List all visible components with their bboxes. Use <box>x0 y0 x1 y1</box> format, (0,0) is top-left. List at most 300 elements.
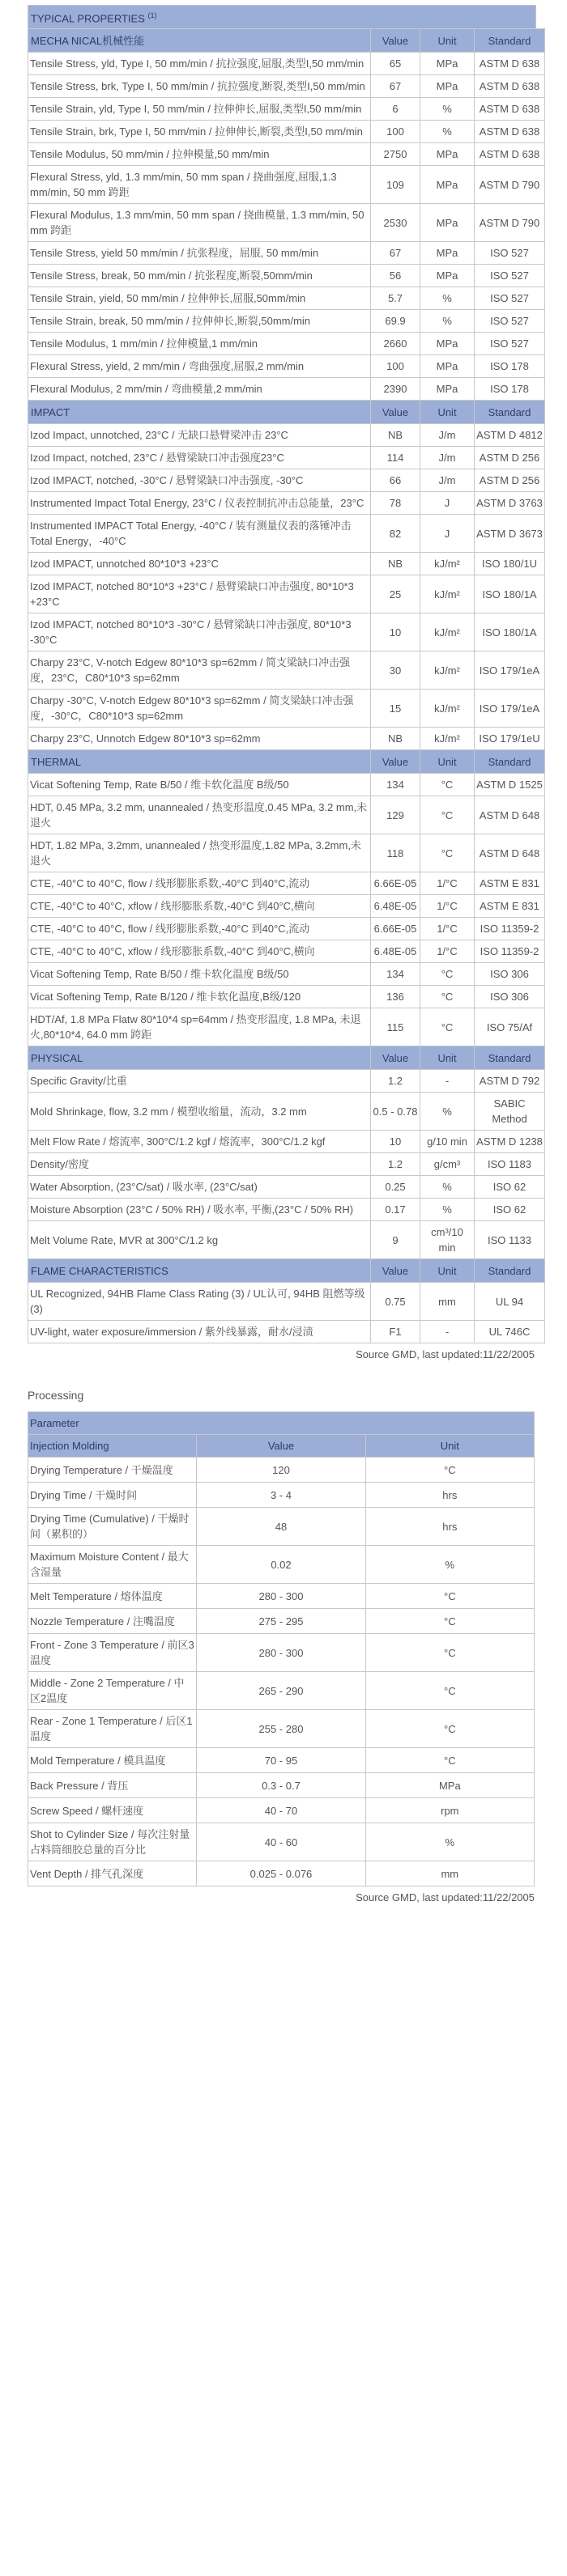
property-name: Tensile Strain, yield, 50 mm/min / 拉伸伸长,屈服,50mm/min <box>28 287 371 310</box>
property-name: Water Absorption, (23°C/sat) / 吸水率, (23°C/sat) <box>28 1176 371 1199</box>
property-standard: UL 94 <box>475 1283 545 1321</box>
processing-unit: °C <box>365 1634 534 1672</box>
property-standard: ASTM D 1525 <box>475 774 545 796</box>
property-name: CTE, -40°C to 40°C, xflow / 线形膨胀系数,-40°C 到40°C,横向 <box>28 940 371 963</box>
unit-header: Unit <box>365 1435 534 1458</box>
document-body <box>28 0 567 1909</box>
property-value: 10 <box>371 613 420 651</box>
property-name: Izod Impact, notched, 23°C / 悬臂梁缺口冲击强度23°C <box>28 447 371 469</box>
property-row <box>28 690 545 728</box>
processing-row <box>28 1672 535 1710</box>
property-standard: ISO 1183 <box>475 1153 545 1176</box>
property-standard: ISO 527 <box>475 242 545 265</box>
property-row <box>28 575 545 613</box>
processing-parameter: Nozzle Temperature / 注嘴温度 <box>28 1609 197 1634</box>
property-standard: ISO 180/1A <box>475 575 545 613</box>
standard-header: Standard <box>475 401 545 424</box>
property-unit: % <box>420 310 475 333</box>
processing-parameter: Screw Speed / 螺杆速度 <box>28 1798 197 1823</box>
property-row <box>28 895 545 918</box>
processing-row <box>28 1584 535 1609</box>
property-row <box>28 166 545 204</box>
parameter-header: Parameter <box>28 1412 535 1435</box>
processing-unit: % <box>365 1546 534 1584</box>
section-name: IMPACT <box>28 401 371 424</box>
property-value: 100 <box>371 121 420 143</box>
property-name: Moisture Absorption (23°C / 50% RH) / 吸水率, 平衡,(23°C / 50% RH) <box>28 1199 371 1221</box>
property-unit: J/m <box>420 447 475 469</box>
property-unit: MPa <box>420 378 475 401</box>
property-unit: °C <box>420 1008 475 1046</box>
property-unit: MPa <box>420 265 475 287</box>
section-name: PHYSICAL <box>28 1046 371 1070</box>
property-row <box>28 469 545 492</box>
property-value: 134 <box>371 963 420 986</box>
processing-header-row <box>28 1412 535 1435</box>
property-row <box>28 424 545 447</box>
processing-row <box>28 1798 535 1823</box>
processing-value: 265 - 290 <box>197 1672 365 1710</box>
section-header-row <box>28 1259 545 1283</box>
property-name: Specific Gravity/比重 <box>28 1070 371 1093</box>
property-value: 6.48E-05 <box>371 895 420 918</box>
section-header-row <box>28 750 545 774</box>
property-row <box>28 940 545 963</box>
property-unit: 1/°C <box>420 940 475 963</box>
property-unit: kJ/m² <box>420 651 475 690</box>
property-value: 2660 <box>371 333 420 355</box>
property-unit: J/m <box>420 424 475 447</box>
property-row <box>28 613 545 651</box>
processing-row <box>28 1710 535 1748</box>
property-standard: ISO 62 <box>475 1199 545 1221</box>
property-row <box>28 143 545 166</box>
processing-row <box>28 1508 535 1546</box>
property-name: Tensile Stress, brk, Type I, 50 mm/min / 抗拉强度,断裂,类型I,50 mm/min <box>28 75 371 98</box>
property-row <box>28 1131 545 1153</box>
property-name: Izod IMPACT, notched 80*10*3 +23°C / 悬臂梁缺口冲击强度, 80*10*3 +23°C <box>28 575 371 613</box>
unit-header: Unit <box>420 1046 475 1070</box>
property-standard: ISO 179/1eU <box>475 728 545 750</box>
property-standard: ASTM D 1238 <box>475 1131 545 1153</box>
property-name: Izod IMPACT, notched 80*10*3 -30°C / 悬臂梁缺口冲击强度, 80*10*3 -30°C <box>28 613 371 651</box>
property-standard: ISO 179/1eA <box>475 651 545 690</box>
unit-header: Unit <box>420 29 475 53</box>
property-row <box>28 447 545 469</box>
property-unit: % <box>420 1093 475 1131</box>
property-standard: ASTM D 790 <box>475 204 545 242</box>
property-name: CTE, -40°C to 40°C, flow / 线形膨胀系数,-40°C 到40°C,流动 <box>28 872 371 895</box>
processing-unit: mm <box>365 1861 534 1886</box>
property-row <box>28 918 545 940</box>
property-value: 118 <box>371 834 420 872</box>
property-name: Tensile Stress, yld, Type I, 50 mm/min / 抗拉强度,屈服,类型I,50 mm/min <box>28 53 371 75</box>
property-value: 2530 <box>371 204 420 242</box>
property-standard: ASTM D 4812 <box>475 424 545 447</box>
property-value: 82 <box>371 515 420 553</box>
property-row <box>28 872 545 895</box>
property-name: UL Recognized, 94HB Flame Class Rating (3) / UL认可, 94HB 阻燃等级(3) <box>28 1283 371 1321</box>
processing-row <box>28 1546 535 1584</box>
processing-row <box>28 1861 535 1886</box>
processing-row <box>28 1773 535 1798</box>
property-unit: J <box>420 492 475 515</box>
footnote-marker: (1) <box>147 11 157 19</box>
property-standard: ISO 527 <box>475 333 545 355</box>
property-row <box>28 834 545 872</box>
property-name: HDT, 1.82 MPa, 3.2mm, unannealed / 热变形温度,1.82 MPa, 3.2mm,未退火 <box>28 834 371 872</box>
processing-value: 0.02 <box>197 1546 365 1584</box>
property-row <box>28 265 545 287</box>
property-row <box>28 333 545 355</box>
property-value: 100 <box>371 355 420 378</box>
processing-unit: °C <box>365 1609 534 1634</box>
property-unit: MPa <box>420 75 475 98</box>
processing-value: 3 - 4 <box>197 1483 365 1508</box>
property-unit: MPa <box>420 166 475 204</box>
property-name: Melt Volume Rate, MVR at 300°C/1.2 kg <box>28 1221 371 1259</box>
processing-unit: hrs <box>365 1483 534 1508</box>
property-row <box>28 728 545 750</box>
property-row <box>28 53 545 75</box>
property-name: Tensile Strain, break, 50 mm/min / 拉伸伸长,断裂,50mm/min <box>28 310 371 333</box>
property-value: 66 <box>371 469 420 492</box>
property-value: NB <box>371 424 420 447</box>
property-unit: °C <box>420 986 475 1008</box>
property-unit: J <box>420 515 475 553</box>
property-value: 6.66E-05 <box>371 918 420 940</box>
property-row <box>28 515 545 553</box>
processing-title: Processing <box>28 1389 84 1403</box>
property-value: 9 <box>371 1221 420 1259</box>
value-header: Value <box>371 29 420 53</box>
section-header-row <box>28 1046 545 1070</box>
property-value: 2750 <box>371 143 420 166</box>
processing-parameter: Drying Temperature / 干燥温度 <box>28 1458 197 1483</box>
property-row <box>28 75 545 98</box>
property-value: 65 <box>371 53 420 75</box>
property-name: CTE, -40°C to 40°C, flow / 线形膨胀系数,-40°C 到40°C,流动 <box>28 918 371 940</box>
property-value: 67 <box>371 75 420 98</box>
property-name: Izod IMPACT, unnotched 80*10*3 +23°C <box>28 553 371 575</box>
property-unit: cm³/10 min <box>420 1221 475 1259</box>
property-row <box>28 378 545 401</box>
property-name: Tensile Strain, yld, Type I, 50 mm/min / 拉伸伸长,屈服,类型I,50 mm/min <box>28 98 371 121</box>
processing-parameter: Shot to Cylinder Size / 每次注射量占料筒细胶总量的百分比 <box>28 1823 197 1861</box>
property-row <box>28 1070 545 1093</box>
property-name: Instrumented Impact Total Energy, 23°C / 仪表控制抗冲击总能量，23°C <box>28 492 371 515</box>
property-standard: ISO 527 <box>475 310 545 333</box>
property-standard: ASTM D 256 <box>475 447 545 469</box>
property-row <box>28 492 545 515</box>
property-standard: ASTM D 638 <box>475 53 545 75</box>
property-value: 134 <box>371 774 420 796</box>
property-standard: ASTM D 648 <box>475 796 545 834</box>
processing-value: 275 - 295 <box>197 1609 365 1634</box>
property-row <box>28 651 545 690</box>
processing-unit: °C <box>365 1710 534 1748</box>
processing-row <box>28 1609 535 1634</box>
property-standard: ASTM D 256 <box>475 469 545 492</box>
processing-value: 40 - 70 <box>197 1798 365 1823</box>
processing-unit: °C <box>365 1584 534 1609</box>
property-value: 15 <box>371 690 420 728</box>
property-name: Melt Flow Rate / 熔流率, 300°C/1.2 kgf / 熔流率，300°C/1.2 kgf <box>28 1131 371 1153</box>
section-name: FLAME CHARACTERISTICS <box>28 1259 371 1283</box>
property-standard: ASTM D 638 <box>475 143 545 166</box>
property-unit: 1/°C <box>420 918 475 940</box>
property-standard: ASTM D 648 <box>475 834 545 872</box>
property-row <box>28 1199 545 1221</box>
property-value: NB <box>371 728 420 750</box>
property-name: Vicat Softening Temp, Rate B/50 / 维卡软化温度 B级/50 <box>28 774 371 796</box>
properties-table <box>28 28 545 1343</box>
property-unit: 1/°C <box>420 895 475 918</box>
standard-header: Standard <box>475 1259 545 1283</box>
section-name: THERMAL <box>28 750 371 774</box>
property-row <box>28 774 545 796</box>
property-value: F1 <box>371 1321 420 1343</box>
property-unit: MPa <box>420 143 475 166</box>
property-value: NB <box>371 553 420 575</box>
property-unit: kJ/m² <box>420 728 475 750</box>
property-value: 5.7 <box>371 287 420 310</box>
processing-value: 70 - 95 <box>197 1748 365 1773</box>
property-value: 0.75 <box>371 1283 420 1321</box>
property-row <box>28 1176 545 1199</box>
processing-unit: °C <box>365 1672 534 1710</box>
property-standard: ISO 75/Af <box>475 1008 545 1046</box>
property-value: 25 <box>371 575 420 613</box>
standard-header: Standard <box>475 1046 545 1070</box>
injection-molding-header-row <box>28 1435 535 1458</box>
property-unit: % <box>420 1176 475 1199</box>
property-name: Vicat Softening Temp, Rate B/120 / 维卡软化温度,B级/120 <box>28 986 371 1008</box>
property-value: 30 <box>371 651 420 690</box>
processing-row <box>28 1483 535 1508</box>
property-name: Tensile Stress, yield 50 mm/min / 抗张程度，屈服, 50 mm/min <box>28 242 371 265</box>
value-header: Value <box>371 401 420 424</box>
property-unit: % <box>420 98 475 121</box>
property-standard: ISO 1133 <box>475 1221 545 1259</box>
property-value: 67 <box>371 242 420 265</box>
processing-value: 280 - 300 <box>197 1584 365 1609</box>
property-standard: ASTM D 792 <box>475 1070 545 1093</box>
property-row <box>28 1221 545 1259</box>
property-row <box>28 796 545 834</box>
property-name: UV-light, water exposure/immersion / 紫外线暴露，耐水/浸渍 <box>28 1321 371 1343</box>
property-row <box>28 1153 545 1176</box>
processing-row <box>28 1748 535 1773</box>
processing-row <box>28 1823 535 1861</box>
property-name: Tensile Modulus, 50 mm/min / 拉伸模量,50 mm/min <box>28 143 371 166</box>
property-unit: MPa <box>420 53 475 75</box>
property-row <box>28 1283 545 1321</box>
property-value: 56 <box>371 265 420 287</box>
property-standard: ISO 527 <box>475 287 545 310</box>
processing-parameter: Back Pressure / 背压 <box>28 1773 197 1798</box>
property-unit: % <box>420 121 475 143</box>
property-name: Charpy 23°C, V-notch Edgew 80*10*3 sp=62mm / 简支梁缺口冲击强度，23°C，C80*10*3 sp=62mm <box>28 651 371 690</box>
property-value: 69.9 <box>371 310 420 333</box>
processing-value: 255 - 280 <box>197 1710 365 1748</box>
processing-parameter: Mold Temperature / 模具温度 <box>28 1748 197 1773</box>
property-standard: ASTM E 831 <box>475 895 545 918</box>
property-standard: SABIC Method <box>475 1093 545 1131</box>
unit-header: Unit <box>420 401 475 424</box>
property-value: 6.48E-05 <box>371 940 420 963</box>
property-name: Tensile Strain, brk, Type I, 50 mm/min / 拉伸伸长,断裂,类型I,50 mm/min <box>28 121 371 143</box>
property-name: Vicat Softening Temp, Rate B/50 / 维卡软化温度 B级/50 <box>28 963 371 986</box>
property-value: 136 <box>371 986 420 1008</box>
property-standard: ISO 306 <box>475 963 545 986</box>
property-name: Flexural Modulus, 2 mm/min / 弯曲模量,2 mm/min <box>28 378 371 401</box>
property-unit: kJ/m² <box>420 575 475 613</box>
property-standard: ISO 178 <box>475 378 545 401</box>
processing-table <box>28 1411 535 1886</box>
property-unit: - <box>420 1070 475 1093</box>
processing-source-note: Source GMD, last updated:11/22/2005 <box>356 1891 535 1904</box>
property-value: 10 <box>371 1131 420 1153</box>
property-value: 2390 <box>371 378 420 401</box>
property-value: 0.5 - 0.78 <box>371 1093 420 1131</box>
processing-value: 0.3 - 0.7 <box>197 1773 365 1798</box>
property-row <box>28 204 545 242</box>
property-standard: ASTM D 3673 <box>475 515 545 553</box>
processing-unit: hrs <box>365 1508 534 1546</box>
property-value: 114 <box>371 447 420 469</box>
property-standard: ASTM E 831 <box>475 872 545 895</box>
property-name: Flexural Stress, yield, 2 mm/min / 弯曲强度,屈服,2 mm/min <box>28 355 371 378</box>
processing-value: 0.025 - 0.076 <box>197 1861 365 1886</box>
property-row <box>28 963 545 986</box>
property-standard: ASTM D 790 <box>475 166 545 204</box>
property-unit: °C <box>420 774 475 796</box>
unit-header: Unit <box>420 750 475 774</box>
injection-molding-label: Injection Molding <box>28 1435 197 1458</box>
property-value: 0.25 <box>371 1176 420 1199</box>
property-unit: 1/°C <box>420 872 475 895</box>
property-unit: mm <box>420 1283 475 1321</box>
processing-parameter: Front - Zone 3 Temperature / 前区3温度 <box>28 1634 197 1672</box>
property-name: Tensile Stress, break, 50 mm/min / 抗张程度,断裂,50mm/min <box>28 265 371 287</box>
property-standard: ISO 11359-2 <box>475 940 545 963</box>
processing-parameter: Drying Time (Cumulative) / 干燥时间（累积的） <box>28 1508 197 1546</box>
section-header-row <box>28 29 545 53</box>
property-row <box>28 553 545 575</box>
section-name: MECHA NICAL机械性能 <box>28 29 371 53</box>
source-note: Source GMD, last updated:11/22/2005 <box>356 1348 535 1361</box>
processing-unit: °C <box>365 1748 534 1773</box>
property-unit: % <box>420 287 475 310</box>
property-row <box>28 1093 545 1131</box>
property-unit: MPa <box>420 242 475 265</box>
property-value: 1.2 <box>371 1070 420 1093</box>
property-standard: ISO 62 <box>475 1176 545 1199</box>
property-unit: kJ/m² <box>420 553 475 575</box>
processing-value: 48 <box>197 1508 365 1546</box>
processing-parameter: Vent Depth / 排气孔深度 <box>28 1861 197 1886</box>
property-row <box>28 1008 545 1046</box>
property-name: Flexural Stress, yld, 1.3 mm/min, 50 mm span / 挠曲强度,屈服,1.3 mm/min, 50 mm 跨距 <box>28 166 371 204</box>
property-value: 6 <box>371 98 420 121</box>
processing-unit: % <box>365 1823 534 1861</box>
standard-header: Standard <box>475 750 545 774</box>
property-row <box>28 986 545 1008</box>
property-unit: g/cm³ <box>420 1153 475 1176</box>
property-name: Density/密度 <box>28 1153 371 1176</box>
value-header: Value <box>371 1046 420 1070</box>
property-value: 109 <box>371 166 420 204</box>
property-name: Izod IMPACT, notched, -30°C / 悬臂梁缺口冲击强度, -30°C <box>28 469 371 492</box>
property-unit: °C <box>420 963 475 986</box>
property-row <box>28 310 545 333</box>
property-standard: ASTM D 3763 <box>475 492 545 515</box>
property-value: 115 <box>371 1008 420 1046</box>
processing-parameter: Middle - Zone 2 Temperature / 中区2温度 <box>28 1672 197 1710</box>
processing-unit: rpm <box>365 1798 534 1823</box>
property-value: 1.2 <box>371 1153 420 1176</box>
property-name: CTE, -40°C to 40°C, xflow / 线形膨胀系数,-40°C 到40°C,横向 <box>28 895 371 918</box>
property-name: Instrumented IMPACT Total Energy, -40°C / 装有测量仪表的落锤冲击Total Energy，-40°C <box>28 515 371 553</box>
property-standard: ISO 178 <box>475 355 545 378</box>
property-name: Charpy -30°C, V-notch Edgew 80*10*3 sp=62mm / 简支梁缺口冲击强度，-30°C，C80*10*3 sp=62mm <box>28 690 371 728</box>
property-name: Charpy 23°C, Unnotch Edgew 80*10*3 sp=62mm <box>28 728 371 750</box>
property-unit: MPa <box>420 355 475 378</box>
standard-header: Standard <box>475 29 545 53</box>
property-standard: ISO 527 <box>475 265 545 287</box>
processing-value: 40 - 60 <box>197 1823 365 1861</box>
typical-properties-title: TYPICAL PROPERTIES $^{(1)}$ <box>28 5 536 28</box>
property-value: 78 <box>371 492 420 515</box>
property-standard: ISO 306 <box>475 986 545 1008</box>
processing-parameter: Melt Temperature / 熔体温度 <box>28 1584 197 1609</box>
property-standard: ISO 180/1A <box>475 613 545 651</box>
property-row <box>28 355 545 378</box>
value-header: Value <box>371 750 420 774</box>
property-row <box>28 242 545 265</box>
property-unit: g/10 min <box>420 1131 475 1153</box>
property-unit: - <box>420 1321 475 1343</box>
property-name: Tensile Modulus, 1 mm/min / 拉伸模量,1 mm/min <box>28 333 371 355</box>
property-name: Mold Shrinkage, flow, 3.2 mm / 模塑收缩量，流动，3.2 mm <box>28 1093 371 1131</box>
value-header: Value <box>197 1435 365 1458</box>
property-unit: °C <box>420 834 475 872</box>
property-row <box>28 287 545 310</box>
property-value: 0.17 <box>371 1199 420 1221</box>
property-unit: J/m <box>420 469 475 492</box>
property-row <box>28 1321 545 1343</box>
property-unit: kJ/m² <box>420 690 475 728</box>
section-header-row <box>28 401 545 424</box>
processing-parameter: Rear - Zone 1 Temperature / 后区1温度 <box>28 1710 197 1748</box>
property-value: 129 <box>371 796 420 834</box>
property-name: Flexural Modulus, 1.3 mm/min, 50 mm span / 挠曲模量, 1.3 mm/min, 50 mm 跨距 <box>28 204 371 242</box>
unit-header: Unit <box>420 1259 475 1283</box>
processing-unit: °C <box>365 1458 534 1483</box>
property-row <box>28 121 545 143</box>
property-standard: ASTM D 638 <box>475 98 545 121</box>
processing-parameter: Maximum Moisture Content / 最大含湿量 <box>28 1546 197 1584</box>
property-value: 6.66E-05 <box>371 872 420 895</box>
property-unit: MPa <box>420 204 475 242</box>
property-unit: % <box>420 1199 475 1221</box>
property-name: HDT, 0.45 MPa, 3.2 mm, unannealed / 热变形温度,0.45 MPa, 3.2 mm,未退火 <box>28 796 371 834</box>
property-standard: ISO 180/1U <box>475 553 545 575</box>
value-header: Value <box>371 1259 420 1283</box>
property-standard: ISO 11359-2 <box>475 918 545 940</box>
property-unit: kJ/m² <box>420 613 475 651</box>
